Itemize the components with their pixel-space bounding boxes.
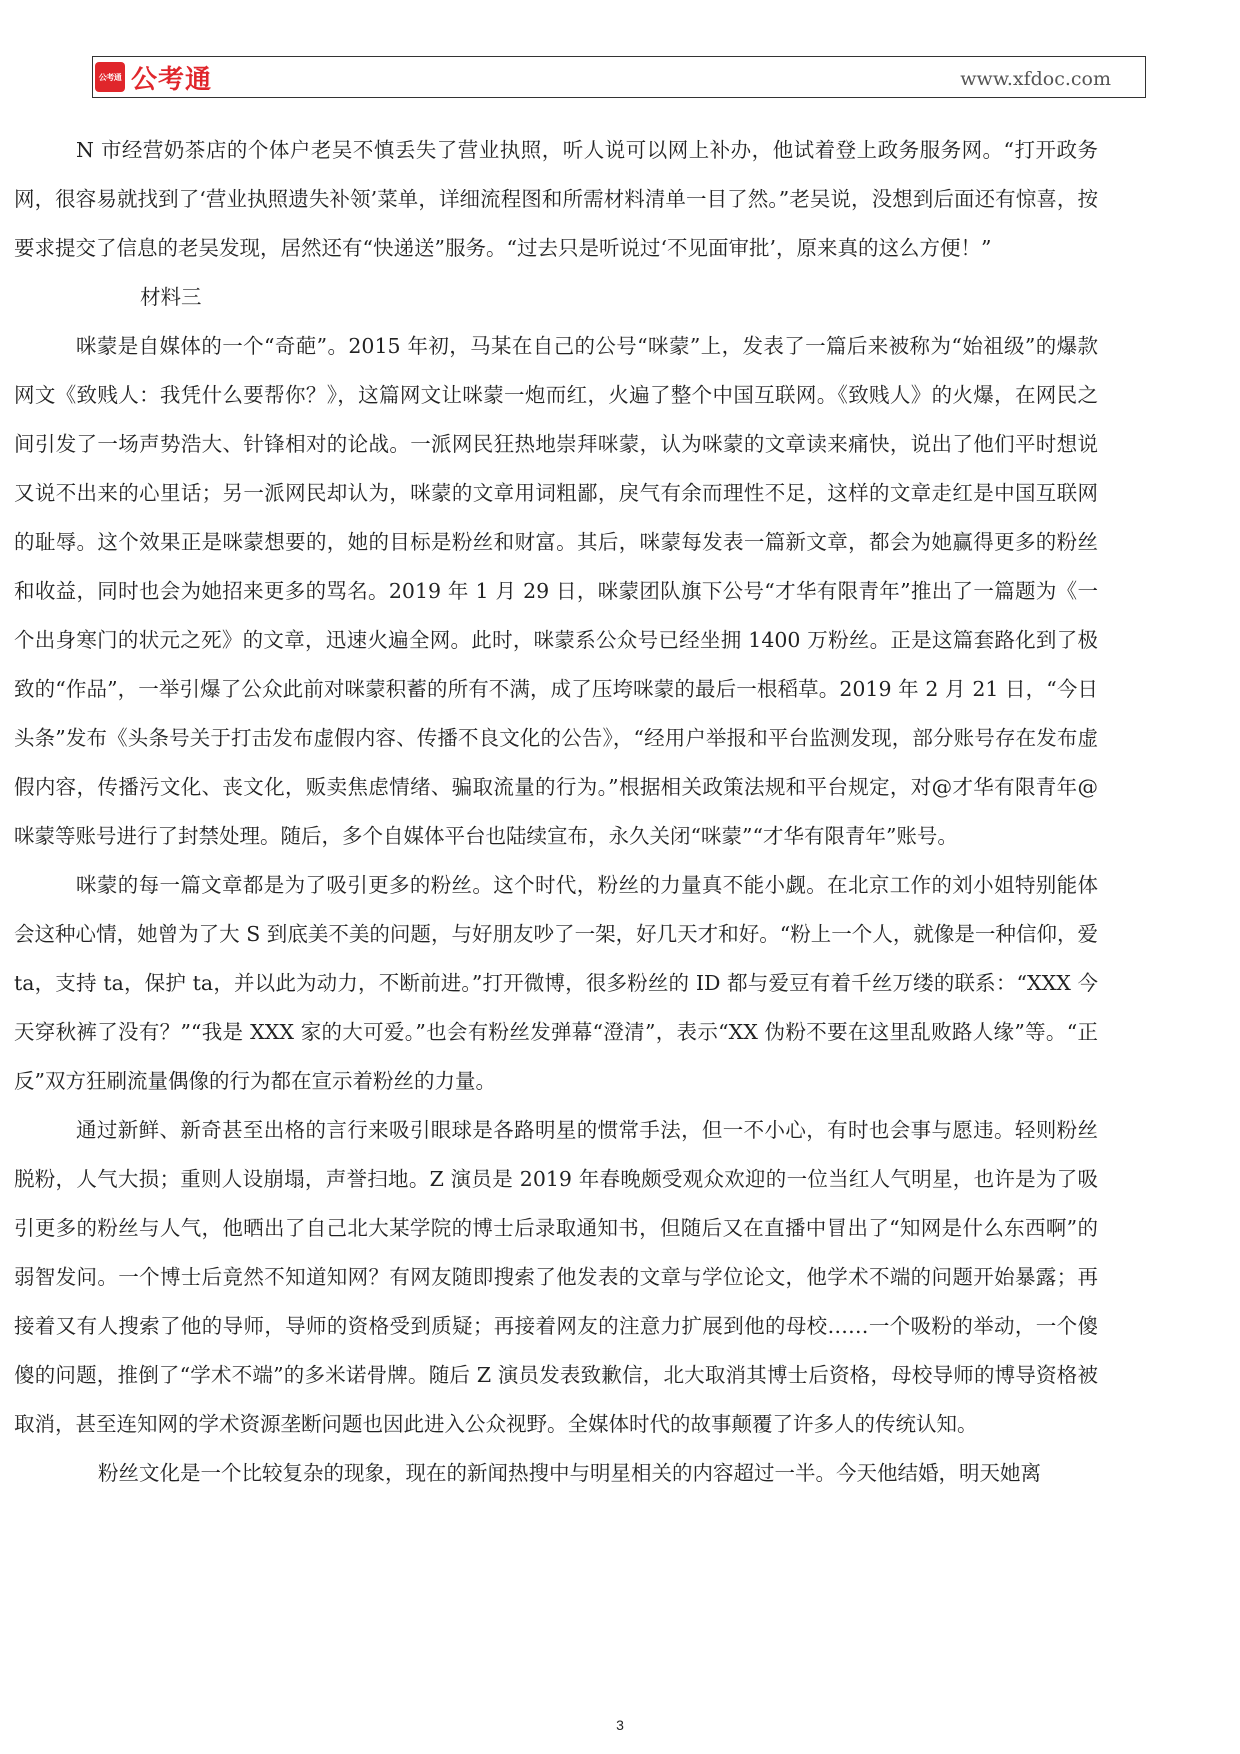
- paragraph: 咪蒙的每一篇文章都是为了吸引更多的粉丝。这个时代，粉丝的力量真不能小觑。在北京工作的刘小姐特别能体会这种心情，她曾为了大 S 到底美不美的问题，与好朋友吵了一架，好几天才和好。“粉上一个人，就像是一种信仰，爱 ta，支持 ta，保护 ta，并以此为动力，不断前进。”打开微博，很多粉丝的 ID 都与爱豆有着千丝万缕的联系：“XXX 今天穿秋裤了没有？”“我是 XXX 家的大可爱。”也会有粉丝发弹幕“澄清”，表示“XX 伪粉不要在这里乱败路人缘”等。“正反”双方狂刷流量偶像的行为都在宣示着粉丝的力量。: [14, 873, 1098, 1093]
- paragraph: 粉丝文化是一个比较复杂的现象，现在的新闻热搜中与明星相关的内容超过一半。今天他结婚，明天她离: [98, 1461, 1041, 1485]
- paragraph: N 市经营奶茶店的个体户老吴不慎丢失了营业执照，听人说可以网上补办，他试着登上政务服务网。“打开政务网，很容易就找到了‘营业执照遗失补领’菜单，详细流程图和所需材料清单一目了然。”老吴说，没想到后面还有惊喜，按要求提交了信息的老吴发现，居然还有“快递送”服务。“过去只是听说过‘不见面审批’，原来真的这么方便！”: [14, 138, 1098, 260]
- paragraph: 通过新鲜、新奇甚至出格的言行来吸引眼球是各路明星的惯常手法，但一不小心，有时也会事与愿违。轻则粉丝脱粉，人气大损；重则人设崩塌，声誉扫地。Z 演员是 2019 年春晚颇受观众欢迎的一位当红人气明星，也许是为了吸引更多的粉丝与人气，他晒出了自己北大某学院的博士后录取通知书，但随后又在直播中冒出了“知网是什么东西啊”的弱智发问。一个博士后竟然不知道知网？有网友随即搜索了他发表的文章与学位论文，他学术不端的问题开始暴露；再接着又有人搜索了他的导师，导师的资格受到质疑；再接着网友的注意力扩展到他的母校……一个吸粉的举动，一个傻傻的问题，推倒了“学术不端”的多米诺骨牌。随后 Z 演员发表致歉信，北大取消其博士后资格，母校导师的博导资格被取消，甚至连知网的学术资源垄断问题也因此进入公众视野。全媒体时代的故事颠覆了许多人的传统认知。: [14, 1118, 1098, 1436]
- logo: [95, 60, 212, 94]
- logo-badge-icon: 公考通: [95, 62, 125, 92]
- page-header: [92, 56, 1146, 98]
- site-url: www.xfdoc.com: [960, 68, 1111, 90]
- section-title: 材料三: [140, 285, 202, 309]
- logo-text: 公考通: [131, 64, 213, 95]
- document-body: [14, 126, 1098, 1498]
- page-number: 3: [616, 1717, 624, 1733]
- paragraph: 咪蒙是自媒体的一个“奇葩”。2015 年初，马某在自己的公号“咪蒙”上，发表了一篇后来被称为“始祖级”的爆款网文《致贱人：我凭什么要帮你？》，这篇网文让咪蒙一炮而红，火遍了整个中国互联网。《致贱人》的火爆，在网民之间引发了一场声势浩大、针锋相对的论战。一派网民狂热地崇拜咪蒙，认为咪蒙的文章读来痛快，说出了他们平时想说又说不出来的心里话；另一派网民却认为，咪蒙的文章用词粗鄙，戾气有余而理性不足，这样的文章走红是中国互联网的耻辱。这个效果正是咪蒙想要的，她的目标是粉丝和财富。其后，咪蒙每发表一篇新文章，都会为她赢得更多的粉丝和收益，同时也会为她招来更多的骂名。2019 年 1 月 29 日，咪蒙团队旗下公号“才华有限青年”推出了一篇题为《一个出身寒门的状元之死》的文章，迅速火遍全网。此时，咪蒙系公众号已经坐拥 1400 万粉丝。正是这篇套路化到了极致的“作品”，一举引爆了公众此前对咪蒙积蓄的所有不满，成了压垮咪蒙的最后一根稻草。2019 年 2 月 21 日，“今日头条”发布《头条号关于打击发布虚假内容、传播不良文化的公告》，“经用户举报和平台监测发现，部分账号存在发布虚假内容，传播污文化、丧文化，贩卖焦虑情绪、骗取流量的行为。”根据相关政策法规和平台规定，对@才华有限青年@咪蒙等账号进行了封禁处理。随后，多个自媒体平台也陆续宣布，永久关闭“咪蒙”“才华有限青年”账号。: [14, 334, 1098, 848]
